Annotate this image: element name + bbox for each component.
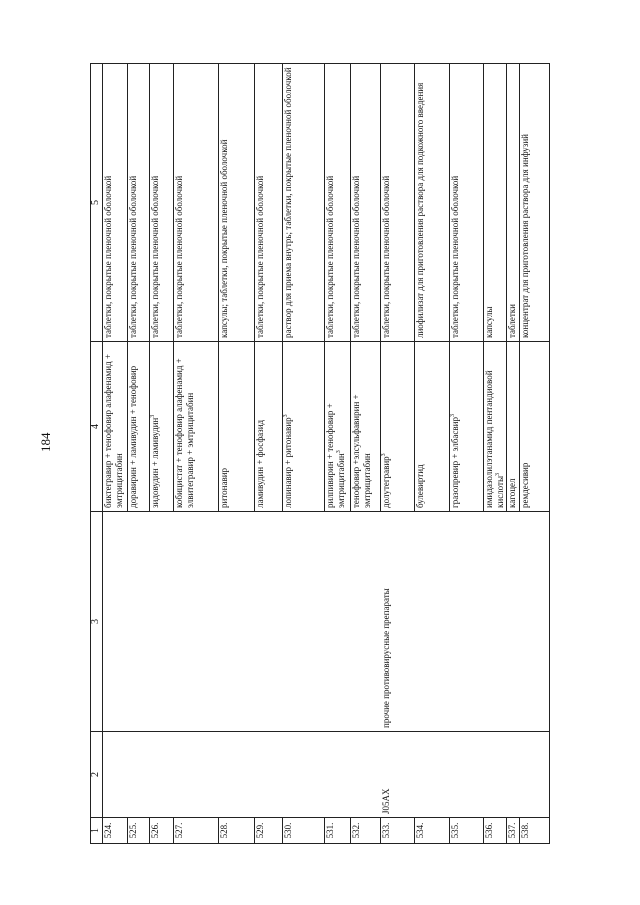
footnote-marker: 3 (450, 414, 456, 418)
table-row (255, 64, 283, 844)
row-number-cell: 538. (520, 818, 550, 844)
atc-code-cell (283, 732, 325, 818)
group-name-cell (128, 512, 150, 732)
rotated-table-container (90, 64, 608, 844)
drug-table (90, 63, 550, 844)
table-body (103, 64, 550, 844)
dosage-form-cell: таблетки, покрытые пленочной оболочкой (128, 64, 150, 342)
table-row (351, 64, 381, 844)
footnote-marker: 3 (494, 472, 501, 476)
drug-name: ламивудин + фосфазид (255, 419, 265, 508)
drug-name-cell (507, 342, 520, 512)
dosage-form-cell: таблетки (507, 64, 520, 342)
dosage-form-cell: таблетки, покрытые пленочной оболочкой (174, 64, 219, 342)
dosage-form-cell: капсулы; таблетки, покрытые пленочной оболочкой (219, 64, 255, 342)
group-name-cell (507, 512, 520, 732)
atc-code-cell (174, 732, 219, 818)
dosage-form-cell: таблетки, покрытые пленочной оболочкой (103, 64, 128, 342)
atc-code-cell (351, 732, 381, 818)
footnote-marker: 3 (283, 414, 289, 418)
atc-code-cell (103, 732, 128, 818)
table-row (174, 64, 219, 844)
group-name-cell (325, 512, 351, 732)
drug-name: зидовудин + ламивудин (150, 417, 160, 508)
table-row (381, 64, 415, 844)
table-row (128, 64, 150, 844)
drug-name-cell (150, 342, 174, 512)
drug-name-cell (415, 342, 450, 512)
drug-name: ремдесивир (520, 462, 530, 508)
table-row (103, 64, 128, 844)
drug-name-cell (450, 342, 484, 512)
group-name-cell (255, 512, 283, 732)
row-number-cell: 537. (507, 818, 520, 844)
drug-name-cell (174, 342, 219, 512)
atc-code-cell (507, 732, 520, 818)
drug-name-cell (255, 342, 283, 512)
drug-name-cell (381, 342, 415, 512)
drug-name-cell (103, 342, 128, 512)
dosage-form-cell: раствор для приема внутрь; таблетки, покрытые пленочной оболочкой (283, 64, 325, 342)
group-name-cell (484, 512, 507, 732)
drug-name: биктегравир + тенофовир алафенамид + эмтрицитабин (103, 354, 124, 508)
row-number-cell: 531. (325, 818, 351, 844)
table-row (283, 64, 325, 844)
group-name-cell (150, 512, 174, 732)
drug-name: ритонавир (219, 467, 229, 508)
drug-name-cell (325, 342, 351, 512)
row-number-cell: 536. (484, 818, 507, 844)
header-cell: 5 (91, 64, 103, 342)
atc-code-cell: J05AX (381, 732, 415, 818)
dosage-form-cell: лиофилизат для приготовления раствора для подкожного введения (415, 64, 450, 342)
dosage-form-cell: таблетки, покрытые пленочной оболочкой (255, 64, 283, 342)
row-number-cell: 527. (174, 818, 219, 844)
row-number-cell: 526. (150, 818, 174, 844)
footnote-marker: 3 (150, 414, 156, 418)
drug-name: лопинавир + ритонавир (283, 417, 293, 508)
dosage-form-cell: таблетки, покрытые пленочной оболочкой (351, 64, 381, 342)
table-row (150, 64, 174, 844)
dosage-form-cell: таблетки, покрытые пленочной оболочкой (325, 64, 351, 342)
atc-code-cell (325, 732, 351, 818)
drug-name: имидазолилэтанамид пентандиовой кислоты (484, 370, 505, 508)
dosage-form-cell: таблетки, покрытые пленочной оболочкой (450, 64, 484, 342)
header-cell: 2 (91, 732, 103, 818)
header-cell: 4 (91, 342, 103, 512)
drug-name: долутегравир (381, 456, 391, 508)
drug-name: рилпивирин + тенофовир + эмтрицитабин (325, 403, 346, 508)
table-row (450, 64, 484, 844)
group-name-cell (450, 512, 484, 732)
drug-name-cell (283, 342, 325, 512)
group-name-cell (351, 512, 381, 732)
header-cell: 3 (91, 512, 103, 732)
footnote-marker: 3 (381, 453, 387, 457)
table-row (325, 64, 351, 844)
atc-code-cell (450, 732, 484, 818)
footnote-marker: 3 (335, 450, 342, 454)
drug-name: кобицистат + тенофовир алафенамид + элвитегравир + эмтрицитабин (174, 358, 195, 508)
row-number-cell: 529. (255, 818, 283, 844)
drug-name-cell (351, 342, 381, 512)
table-row (520, 64, 550, 844)
group-name-cell (520, 512, 550, 732)
atc-code-cell (520, 732, 550, 818)
row-number-cell: 532. (351, 818, 381, 844)
dosage-form-cell: таблетки, покрытые пленочной оболочкой (150, 64, 174, 342)
drug-name: булевиртид (415, 464, 425, 508)
page-number: 184 (38, 432, 53, 452)
atc-code-cell (128, 732, 150, 818)
drug-name: тенофовир +элсульфавирин + эмтрицитабин (351, 394, 372, 508)
row-number-cell: 530. (283, 818, 325, 844)
group-name-cell (415, 512, 450, 732)
table-row (507, 64, 520, 844)
row-number-cell: 534. (415, 818, 450, 844)
row-number-cell: 524. (103, 818, 128, 844)
header-cell: 1 (91, 818, 103, 844)
drug-name-cell (520, 342, 550, 512)
atc-code-cell (150, 732, 174, 818)
dosage-form-cell: капсулы (484, 64, 507, 342)
table-row (484, 64, 507, 844)
drug-name-cell (219, 342, 255, 512)
dosage-form-cell: концентрат для приготовления раствора для инфузий (520, 64, 550, 342)
group-name-cell (219, 512, 255, 732)
drug-name: гразопревир + элбасвир (450, 417, 460, 508)
drug-name: кагоцел (507, 478, 517, 508)
group-name-cell (103, 512, 128, 732)
row-number-cell: 528. (219, 818, 255, 844)
drug-name-cell (484, 342, 507, 512)
table-header-row (91, 64, 103, 844)
row-number-cell: 535. (450, 818, 484, 844)
row-number-cell: 525. (128, 818, 150, 844)
table-row (415, 64, 450, 844)
dosage-form-cell: таблетки, покрытые пленочной оболочкой (381, 64, 415, 342)
atc-code-cell (415, 732, 450, 818)
atc-code-cell (255, 732, 283, 818)
row-number-cell: 533. (381, 818, 415, 844)
group-name-cell (283, 512, 325, 732)
drug-name: доравирин + ламивудин + тенофовир (128, 365, 138, 508)
group-name-cell: прочие противовирусные препараты (381, 512, 415, 732)
atc-code-cell (484, 732, 507, 818)
drug-name-cell (128, 342, 150, 512)
group-name-cell (174, 512, 219, 732)
table-row (219, 64, 255, 844)
atc-code-cell (219, 732, 255, 818)
